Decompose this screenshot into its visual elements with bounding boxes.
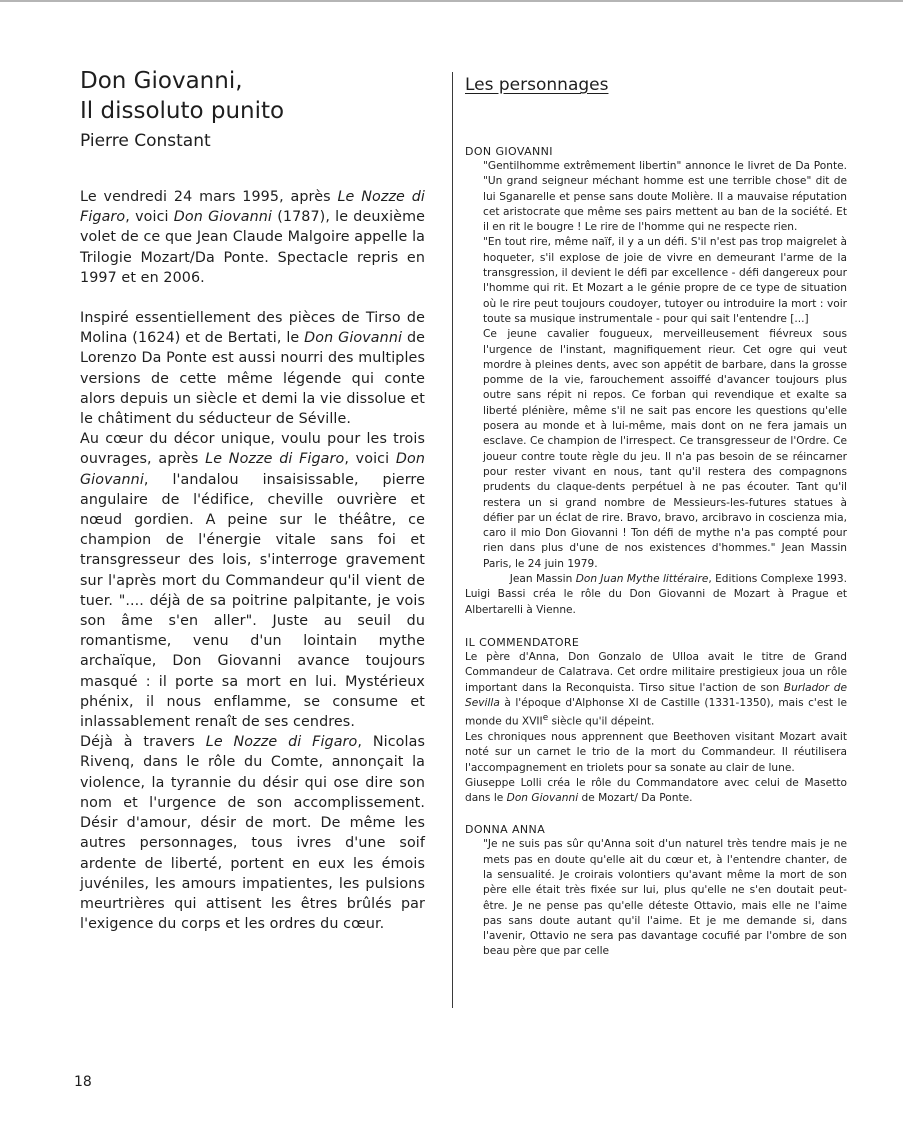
column-divider (452, 72, 453, 1008)
character-don-giovanni (465, 144, 847, 618)
text-run: , l'andalou insaisissable, pierre angulaire de l'édifice, cheville ouvrière et nœud gordien. A peine sur le théâtre, ce champion de l'énergie vitale sans foi et transgresseur des lois, s'interroge gravement sur l'après mort du Commandeur qu'il vient de tuer. ".... déjà de sa poitrine palpitante, je vois son âme s'en aller". Juste au seuil du romantisme, venu d'un lointain mythe archaïque, Don Giovanni avance toujours masqué : il porte sa mort en lui. Mystérieux phénix, il nous enflamme, se consume et inlassablement renaît de ses cendres. (80, 471, 425, 731)
character-note: Luigi Bassi créa le rôle du Don Giovanni de Mozart à Prague et Albertarelli à Vienne. (465, 588, 847, 616)
intro-paragraph-3 (80, 429, 425, 732)
top-border-line (0, 0, 903, 2)
italic-title: Le Nozze di Figaro (205, 451, 345, 468)
text-run: siècle qu'il dépeint. (548, 715, 655, 728)
character-name: DON GIOVANNI (465, 145, 553, 158)
title-line-1: Don Giovanni, (80, 68, 243, 94)
italic-title: Don Giovanni (304, 330, 403, 347)
character-quote (465, 837, 847, 959)
character-name: DONNA ANNA (465, 823, 546, 837)
text-run: (1787), le deuxième volet de ce que Jean Claude Malgoire appelle la Trilogie Mozart/Da Ponte. Spectacle repris en 1997 et en 2006. (80, 209, 425, 286)
text-run: Inspiré essentiellement des pièces de Tirso de Molina (1624) et de Bertati, le (80, 310, 425, 347)
section-title: Les personnages (465, 75, 609, 95)
text-run: Au cœur du décor unique, voulu pour les trois ouvrages, après (80, 431, 425, 468)
quote-paragraph: "Je ne suis pas sûr qu'Anna soit d'un naturel très tendre mais je ne mets pas en doute qu'elle ait du cœur et, à l'entendre chanter, de la sensualité. Je croirais volontiers qu'avant même la mort de son père elle était très fixée sur lui, plus qu'elle ne s'en doutait peut-être. Je ne pense pas qu'elle déteste Ottavio, mais elle ne l'aime pas sans doute autant qu'il l'aime. Et je me demande si, dans l'avenir, Ottavio ne sera pas davantage cocufié par l'ombre de son beau père que par celle (483, 838, 847, 958)
italic-title: Don Giovanni (173, 209, 273, 226)
text-run: de Lorenzo Da Ponte est aussi nourri des multiples versions de cette même légende qui conte alors depuis un siècle et demi la vie dissolue et le châtiment du séducteur de Séville. (80, 330, 426, 428)
character-paragraph: Les chroniques nous apprennent que Beethoven visitant Mozart avait noté sur un carnet le trio de la mort du Commandeur. Il réutilisera l'accompagnement en triolets pour sa sonate au clair de lune. (465, 730, 847, 774)
character-quote (465, 159, 847, 587)
title-line-2: Il dissoluto punito (80, 98, 285, 124)
text-run: de Mozart/ Da Ponte. (578, 792, 693, 805)
quote-source (483, 572, 847, 587)
intro-text (80, 187, 425, 934)
character-name: IL COMMENDATORE (465, 635, 580, 649)
character-paragraph (465, 776, 847, 807)
italic-title: Le Nozze di Figaro (80, 189, 425, 226)
text-run: à l'époque d'Alphonse XI de Castille (1331-1350), mais c'est le monde du XVII (465, 696, 847, 728)
quote-paragraph: "En tout rire, même naïf, il y a un défi. S'il n'est pas trop maigrelet à hoqueter, s'il explose de joie de vivre en demeurant l'arme de la transgression, il devient le défi par excellence - défi dangereux pour l'homme qui rit. Et Mozart a le génie propre de ce type de situation où le rire peut toujours coudoyer, tutoyer ou introduire la mort : voir toute sa musique instrumentale - pour qui sait l'entendre [...] (483, 236, 847, 325)
superscript: e (542, 713, 549, 724)
italic-title: Don Giovanni (506, 792, 579, 805)
character-paragraph (465, 650, 847, 730)
page-number: 18 (74, 1074, 92, 1090)
text-run: , voici (125, 209, 174, 226)
text-run: Le vendredi 24 mars 1995, après (80, 189, 338, 205)
right-column (465, 74, 847, 960)
character-commendatore (465, 635, 847, 807)
text-run: , Nicolas Rivenq, dans le rôle du Comte, annonçait la violence, la tyrannie du désir qui ose dire son nom et l'urgence de son accomplissement. Désir d'amour, désir de mort. De même les autres personnages, tous ivres d'une soif ardente de liberté, portent en eux les émois juvéniles, les amours impatientes, les pulsions meurtrières qui attisent les êtres brûlés par l'exigence du corps et les ordres du cœur. (80, 734, 425, 933)
intro-paragraph-2 (80, 308, 425, 429)
text-run: Jean Massin (509, 573, 576, 586)
quote-paragraph: Ce jeune cavalier fougueux, merveilleusement fiévreux sous l'urgence de l'instant, magnifiquement rieur. Cet ogre qui veut mordre à pleines dents, avec son appétit de barbare, dans la grosse pomme de la vie, farouchement assoiffé d'avancer toujours plus outre sans répit ni repos. Ce forban qui revendique et exalte sa liberté plénière, même s'il ne sait pas encore les questions qu'elle posera au monde et à lui-même, mais dont on ne fera jamais un esclave. Ce champion de l'irrespect. Ce transgresseur de l'Ordre. Ce joueur contre toute règle du jeu. Il n'a pas besoin de se réincarner pour rester vivant en nous, tant qu'il restera des compagnons prudents du claque-dents perpétuel à ne pas écouter. Tant qu'il restera un si grand nombre de Messieurs-les-futures statues à défier par un éclat de rire. Bravo, bravo, arcibravo in coscienza mia, caro il mio Don Giovanni ! Ton défi de mythe n'a pas compté pour rien dans plus d'une de nos existences d'hommes." Jean Massin Paris, le 24 juin 1979. (483, 328, 847, 570)
italic-title: Don Juan Mythe littéraire (575, 573, 709, 586)
text-run: Déjà à travers (80, 734, 206, 751)
italic-title: Le Nozze di Figaro (205, 734, 358, 751)
text-run: Giuseppe Lolli créa le rôle du Commandatore avec celui de Masetto dans le (465, 776, 847, 805)
intro-paragraph-4 (80, 732, 425, 934)
intro-paragraph-1 (80, 187, 425, 288)
character-donna-anna (465, 822, 847, 959)
text-run: Le père d'Anna, Don Gonzalo de Ulloa avait le titre de Grand Commandeur de Calatrava. Cet ordre militaire prestigieux joua un rôle important dans la Reconquista. Tirso situe l'action de son (465, 650, 847, 694)
author-name: Pierre Constant (80, 131, 211, 151)
left-column (80, 66, 425, 934)
page-title (80, 66, 425, 126)
italic-title: Burlador de Sevilla (465, 681, 847, 709)
italic-title: Don Giovanni (80, 451, 425, 488)
text-run: , Editions Complexe 1993. (708, 573, 847, 586)
text-run: , voici (344, 451, 396, 468)
quote-paragraph: "Gentilhomme extrêmement libertin" annonce le livret de Da Ponte. "Un grand seigneur méchant homme est une terrible chose" dit de lui Sganarelle et pense sans doute Molière. Il a mauvaise réputation cet aristocrate que même ses pairs mettent au ban de la société. Et il en rit le bougre ! Le rire de l'homme qui ne respecte rien. (483, 160, 847, 234)
